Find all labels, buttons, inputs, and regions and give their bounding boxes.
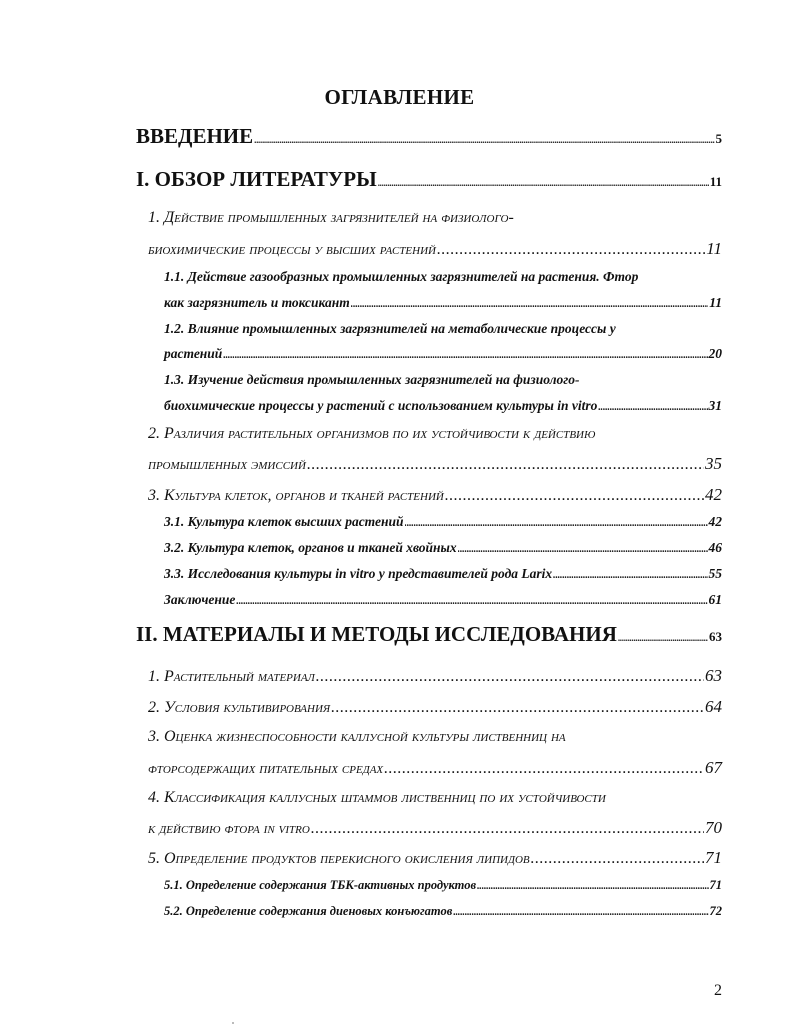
toc-entry-s11[interactable] <box>164 295 722 311</box>
toc-label: 5. Определение продуктов перекисного окисления липидов <box>148 850 530 867</box>
toc-page: 42 <box>705 485 722 504</box>
toc-label: промышленных эмиссий <box>148 456 306 473</box>
toc-page: 11 <box>709 174 722 189</box>
leader-dots <box>254 124 714 149</box>
toc-entry-m52[interactable] <box>164 904 722 919</box>
toc-page: 42 <box>708 514 722 529</box>
toc-page: 67 <box>705 758 722 777</box>
toc-entry-m3-line1[interactable]: 3. Оценка жизнеспособности каллусной культуры лиственниц на <box>148 728 566 745</box>
toc-page: 63 <box>705 666 722 685</box>
toc-entry-m51[interactable] <box>164 878 722 893</box>
toc-page: 11 <box>709 295 722 310</box>
toc-page: 46 <box>708 540 722 555</box>
toc-label: I. ОБЗОР ЛИТЕРАТУРЫ <box>136 167 377 191</box>
page-number: 2 <box>714 982 722 999</box>
toc-page: 70 <box>705 818 722 837</box>
toc-page: 11 <box>706 239 722 258</box>
toc-page: 55 <box>708 566 722 581</box>
toc-page: 72 <box>709 904 722 918</box>
toc-label: 3. Культура клеток, органов и тканей растений <box>148 487 444 504</box>
toc-page: 64 <box>705 697 722 716</box>
leader-dots <box>223 346 707 362</box>
leader-dots <box>598 398 707 414</box>
page-title: ОГЛАВЛЕНИЕ <box>324 85 475 109</box>
toc-entry-s33[interactable] <box>164 566 722 582</box>
toc-entry-m5[interactable] <box>148 848 722 868</box>
toc-entry-s13[interactable] <box>164 398 722 414</box>
toc-page: 5 <box>715 131 722 146</box>
toc-entry-s1[interactable] <box>148 239 722 259</box>
toc-label: Заключение <box>164 592 236 607</box>
toc-entry-intro[interactable] <box>136 124 722 149</box>
toc-page: 35 <box>705 454 722 473</box>
leader-dots <box>437 241 705 259</box>
toc-page: 71 <box>705 848 722 867</box>
toc-page: 61 <box>708 592 722 607</box>
toc-page: 20 <box>708 346 722 361</box>
toc-entry-s32[interactable] <box>164 540 722 556</box>
toc-label: ВВЕДЕНИЕ <box>136 124 254 148</box>
toc-entry-s31[interactable] <box>164 514 722 530</box>
toc-entry-s12[interactable] <box>164 346 722 362</box>
toc-label: 1. Растительный материал <box>148 668 315 685</box>
leader-dots <box>445 487 704 505</box>
scan-speck <box>232 1022 234 1024</box>
leader-dots <box>458 540 708 556</box>
leader-dots <box>553 566 707 582</box>
leader-dots <box>331 699 704 717</box>
toc-entry-s3[interactable] <box>148 485 722 505</box>
toc-label: 2. Условия культивирования <box>148 699 331 716</box>
toc-label: растений <box>164 346 223 361</box>
toc-page: 71 <box>709 878 722 892</box>
toc-entry-s12-line1[interactable]: 1.2. Влияние промышленных загрязнителей на метаболические процессы у <box>164 321 616 336</box>
toc-entry-s11-line1[interactable]: 1.1. Действие газообразных промышленных загрязнителей на растения. Фтор <box>164 269 639 284</box>
toc-label: II. МАТЕРИАЛЫ И МЕТОДЫ ИССЛЕДОВАНИЯ <box>136 622 617 646</box>
toc-entry-s2[interactable] <box>148 454 722 474</box>
toc-label: 5.1. Определение содержания ТБК-активных продуктов <box>164 878 477 892</box>
toc-entry-m1[interactable] <box>148 666 722 686</box>
toc-label: биохимические процессы у растений с использованием культуры in vitro <box>164 398 598 413</box>
toc-entry-m2[interactable] <box>148 697 722 717</box>
toc-entry-m4-line1[interactable]: 4. Классификация каллусных штаммов лиственниц по их устойчивости <box>148 789 606 806</box>
leader-dots <box>316 668 704 686</box>
toc-entry-chapter-1[interactable] <box>136 167 722 192</box>
leader-dots <box>307 456 704 474</box>
leader-dots <box>453 904 708 919</box>
toc-label: биохимические процессы у высших растений <box>148 241 436 258</box>
toc-entry-s2-line1[interactable]: 2. Различия растительных организмов по их устойчивости к действию <box>148 425 596 442</box>
toc-entry-m3[interactable] <box>148 758 722 778</box>
leader-dots <box>405 514 708 530</box>
toc-entry-m4[interactable] <box>148 818 722 838</box>
leader-dots <box>236 592 707 608</box>
toc-label: 5.2. Определение содержания диеновых конъюгатов <box>164 904 453 918</box>
toc-page: 31 <box>708 398 722 413</box>
leader-dots <box>618 622 708 647</box>
toc-entry-s1-line1[interactable]: 1. Действие промышленных загрязнителей на физиолого- <box>148 209 514 226</box>
toc-label: 3.3. Исследования культуры in vitro у представителей рода Larix <box>164 566 553 581</box>
leader-dots <box>311 820 704 838</box>
toc-label: 3.1. Культура клеток высших растений <box>164 514 404 529</box>
leader-dots <box>477 878 708 893</box>
toc-page: 63 <box>709 629 722 644</box>
toc-label: 3.2. Культура клеток, органов и тканей хвойных <box>164 540 457 555</box>
toc-label: к действию фтора in vitro <box>148 820 310 837</box>
toc-entry-conclusion[interactable] <box>164 592 722 608</box>
leader-dots <box>384 760 704 778</box>
leader-dots <box>378 167 709 192</box>
toc-entry-chapter-2[interactable] <box>136 622 722 647</box>
toc-label: как загрязнитель и токсикант <box>164 295 350 310</box>
leader-dots <box>531 850 704 868</box>
toc-label: фторсодержащих питательных средах <box>148 760 384 777</box>
leader-dots <box>351 295 708 311</box>
toc-entry-s13-line1[interactable]: 1.3. Изучение действия промышленных загрязнителей на физиолого- <box>164 372 580 387</box>
